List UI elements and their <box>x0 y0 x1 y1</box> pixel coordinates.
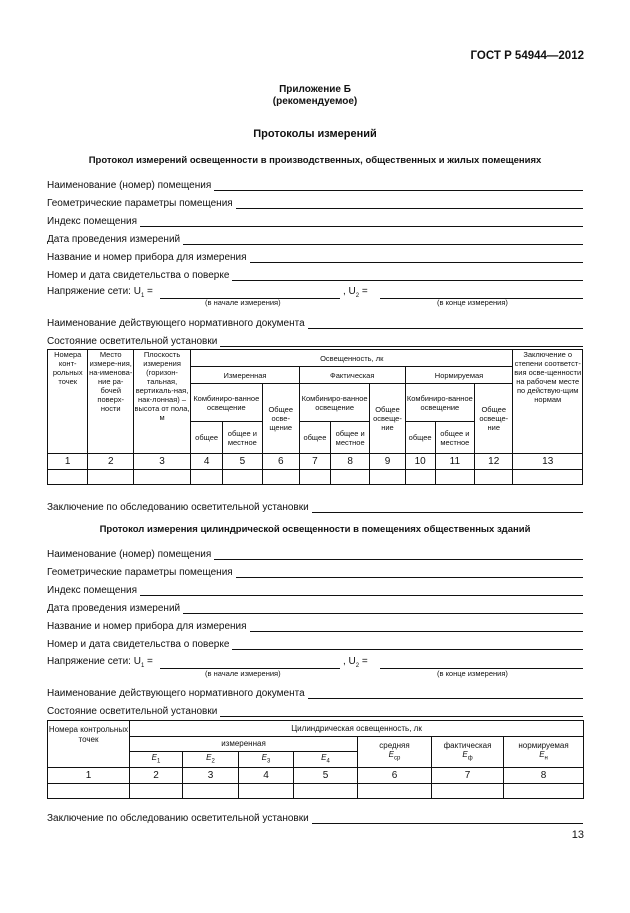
p1-field-index-input[interactable] <box>140 217 583 227</box>
p1-num: 13 <box>513 454 583 470</box>
p2-num: 6 <box>358 768 432 784</box>
p1-general-actual: Общее освеще-ние <box>370 384 405 454</box>
p2-norm-doc: Наименование действующего нормативного документа <box>47 686 583 699</box>
p2-e2: $E_2$ <box>183 752 239 768</box>
p2-start-caption: (в начале измерения) <box>205 669 281 678</box>
p2-col-measured: измеренная <box>130 737 358 752</box>
p1-sub-local: общее и местное <box>330 422 369 454</box>
p1-field-date-input[interactable] <box>183 235 583 245</box>
p1-col-point: Номера конт-рольных точек <box>48 350 88 454</box>
p1-field-date: Дата проведения измерений <box>47 232 583 245</box>
p2-field-device-input[interactable] <box>250 622 583 632</box>
page-number: 13 <box>571 829 584 841</box>
p1-table <box>47 349 583 485</box>
p1-col-place: Место измере-ния, на-именова-ние ра-бочей поверх-ности <box>88 350 134 454</box>
p1-conclusion-input[interactable] <box>312 503 583 513</box>
p2-col-average: средняя $E_{ср}$ <box>358 737 432 768</box>
p1-general-measured: Общее осве-щение <box>262 384 299 454</box>
p2-field-cert: Номер и дата свидетельства о поверке <box>47 637 583 650</box>
p1-num: 9 <box>370 454 405 470</box>
p1-field-room: Наименование (номер) помещения <box>47 178 583 191</box>
p2-e1: $E_1$ <box>130 752 183 768</box>
p2-e4: $E_4$ <box>294 752 358 768</box>
p2-field-geometry: Геометрические параметры помещения <box>47 565 583 578</box>
p1-norm-doc-input[interactable] <box>308 319 583 329</box>
p1-voltage-label: Напряжение сети: $U_1$ = <box>47 286 153 299</box>
p2-installation: Состояние осветительной установки <box>47 704 583 717</box>
p1-sub-local: общее и местное <box>435 422 474 454</box>
p1-num: 12 <box>475 454 513 470</box>
p2-voltage-row <box>47 656 583 669</box>
p1-sub-general: общее <box>405 422 435 454</box>
p1-conclusion: Заключение по обследованию осветительной установки <box>47 500 583 513</box>
p2-num: 1 <box>48 768 130 784</box>
p2-installation-input[interactable] <box>220 707 583 717</box>
p1-empty-row[interactable] <box>48 470 583 485</box>
p1-field-cert: Номер и дата свидетельства о поверке <box>47 268 583 281</box>
appendix-subtitle: (рекомендуемое) <box>272 96 358 107</box>
p2-end-caption: (в конце измерения) <box>437 669 508 678</box>
protocol2-title: Протокол измерения цилиндрической освещенности в помещениях общественных зданий <box>99 524 531 535</box>
p2-num: 5 <box>294 768 358 784</box>
p1-field-device-input[interactable] <box>250 253 583 263</box>
p2-num: 2 <box>130 768 183 784</box>
p1-num: 8 <box>330 454 369 470</box>
p2-norm-doc-input[interactable] <box>308 689 583 699</box>
p2-field-geometry-input[interactable] <box>236 568 583 578</box>
p2-num: 8 <box>504 768 584 784</box>
p1-num: 10 <box>405 454 435 470</box>
p2-voltage-label: Напряжение сети: $U_1$ = <box>47 656 153 669</box>
p1-combined-normative: Комбиниро-ванное освещение <box>405 384 474 422</box>
p1-col-illum: Освещенность, лк <box>191 350 513 367</box>
p1-col-conclusion: Заключение о степени соответст-вия осве-щенности на рабочем месте по действую-щим нормам <box>513 350 583 454</box>
p2-table <box>47 720 584 799</box>
p2-num: 3 <box>183 768 239 784</box>
p1-num: 3 <box>134 454 191 470</box>
p2-field-room-input[interactable] <box>214 550 583 560</box>
p1-col-normative: Нормируемая <box>405 367 513 384</box>
p1-num: 2 <box>88 454 134 470</box>
p1-installation-input[interactable] <box>220 337 583 347</box>
p2-u2-label: , $U_2$ = <box>343 656 368 669</box>
standard-header: ГОСТ Р 54944—2012 <box>470 50 584 62</box>
p1-num: 1 <box>48 454 88 470</box>
p1-field-index: Индекс помещения <box>47 214 583 227</box>
p2-field-index-input[interactable] <box>140 586 583 596</box>
p1-installation: Состояние осветительной установки <box>47 334 583 347</box>
p1-sub-general: общее <box>191 422 223 454</box>
p2-field-device: Название и номер прибора для измерения <box>47 619 583 632</box>
p2-u2-input[interactable] <box>380 659 583 669</box>
p2-col-actual: фактическая $E_ф$ <box>432 737 504 768</box>
p1-field-geometry: Геометрические параметры помещения <box>47 196 583 209</box>
p2-u1-input[interactable] <box>160 659 340 669</box>
p1-combined-measured: Комбиниро-ванное освещение <box>191 384 263 422</box>
p2-num: 7 <box>432 768 504 784</box>
p2-col-point: Номера контрольных точек <box>48 721 130 768</box>
p1-sub-local: общее и местное <box>223 422 262 454</box>
p2-col-cyl: Цилиндрическая освещенность, лк <box>130 721 584 737</box>
p1-col-measured: Измеренная <box>191 367 300 384</box>
section-title: Протоколы измерений <box>253 128 377 140</box>
p1-sub-general: общее <box>299 422 330 454</box>
p1-col-plane: Плоскость измерения (горизон-тальная, вертикаль-ная, нак-лонная) – высота от пола, м <box>134 350 191 454</box>
p2-conclusion-input[interactable] <box>312 814 583 824</box>
p1-u2-label: , $U_2$ = <box>343 286 368 299</box>
p1-start-caption: (в начале измерения) <box>205 298 281 307</box>
p2-num: 4 <box>239 768 294 784</box>
p2-field-date-input[interactable] <box>183 604 583 614</box>
p1-num: 7 <box>299 454 330 470</box>
p2-empty-row[interactable] <box>48 784 584 799</box>
p1-num: 5 <box>223 454 262 470</box>
p2-conclusion: Заключение по обследованию осветительной установки <box>47 811 583 824</box>
p1-norm-doc: Наименование действующего нормативного документа <box>47 316 583 329</box>
p1-num: 4 <box>191 454 223 470</box>
p2-field-cert-input[interactable] <box>232 640 583 650</box>
p1-col-actual: Фактическая <box>299 367 405 384</box>
appendix-title: Приложение Б <box>279 84 351 95</box>
p1-field-cert-input[interactable] <box>232 271 583 281</box>
p2-field-date: Дата проведения измерений <box>47 601 583 614</box>
p1-end-caption: (в конце измерения) <box>437 298 508 307</box>
p2-field-index: Индекс помещения <box>47 583 583 596</box>
p1-field-room-input[interactable] <box>214 181 583 191</box>
p1-num: 6 <box>262 454 299 470</box>
p1-field-device: Название и номер прибора для измерения <box>47 250 583 263</box>
protocol1-title: Протокол измерений освещенности в производственных, общественных и жилых помещениях <box>88 155 542 166</box>
p2-field-room: Наименование (номер) помещения <box>47 547 583 560</box>
p1-num: 11 <box>435 454 474 470</box>
p1-combined-actual: Комбиниро-ванное освещение <box>299 384 369 422</box>
p1-field-geometry-input[interactable] <box>236 199 583 209</box>
p2-col-normative: нормируемая $E_н$ <box>504 737 584 768</box>
p2-e3: $E_3$ <box>239 752 294 768</box>
p1-general-normative: Общее освеще-ние <box>475 384 513 454</box>
